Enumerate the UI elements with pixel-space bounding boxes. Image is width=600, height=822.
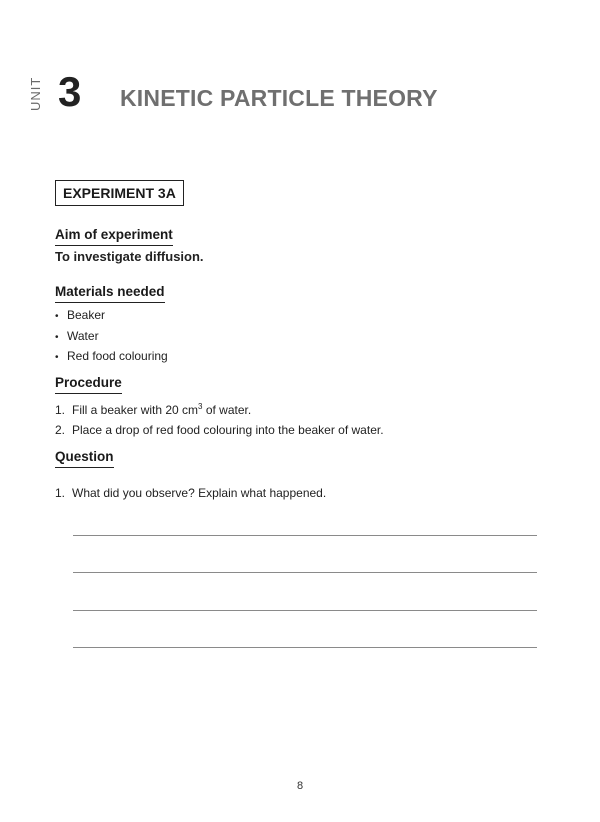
experiment-label: EXPERIMENT 3A: [55, 180, 184, 206]
aim-heading: Aim of experiment: [55, 226, 173, 246]
unit-label: UNIT: [28, 76, 43, 112]
materials-section: [55, 283, 165, 303]
answer-line-4[interactable]: [73, 647, 537, 648]
question-section: [55, 448, 114, 468]
question-item: 1. What did you observe? Explain what happened.: [55, 486, 327, 500]
materials-list: [55, 306, 168, 368]
procedure-list: [55, 397, 384, 440]
list-item: • Beaker: [55, 308, 106, 322]
answer-line-3[interactable]: [73, 610, 537, 611]
procedure-heading: Procedure: [55, 374, 122, 394]
list-item: 1. Fill a beaker with 20 $cm^3$ of water.: [55, 402, 252, 417]
list-item: • Red food colouring: [55, 349, 168, 363]
aim-text: To investigate diffusion.: [55, 249, 204, 264]
unit-title: KINETIC PARTICLE THEORY: [120, 85, 438, 111]
answer-line-2[interactable]: [73, 572, 537, 573]
answer-line-1[interactable]: [73, 535, 537, 536]
materials-heading: Materials needed: [55, 283, 165, 303]
unit-number: 3: [58, 68, 82, 115]
question-heading: Question: [55, 448, 114, 468]
list-item: • Water: [55, 328, 99, 343]
aim-section: [55, 226, 173, 246]
list-item: 2. Place a drop of red food colouring into the beaker of water.: [55, 422, 384, 437]
page-number: 8: [296, 780, 304, 792]
procedure-section: [55, 374, 122, 394]
